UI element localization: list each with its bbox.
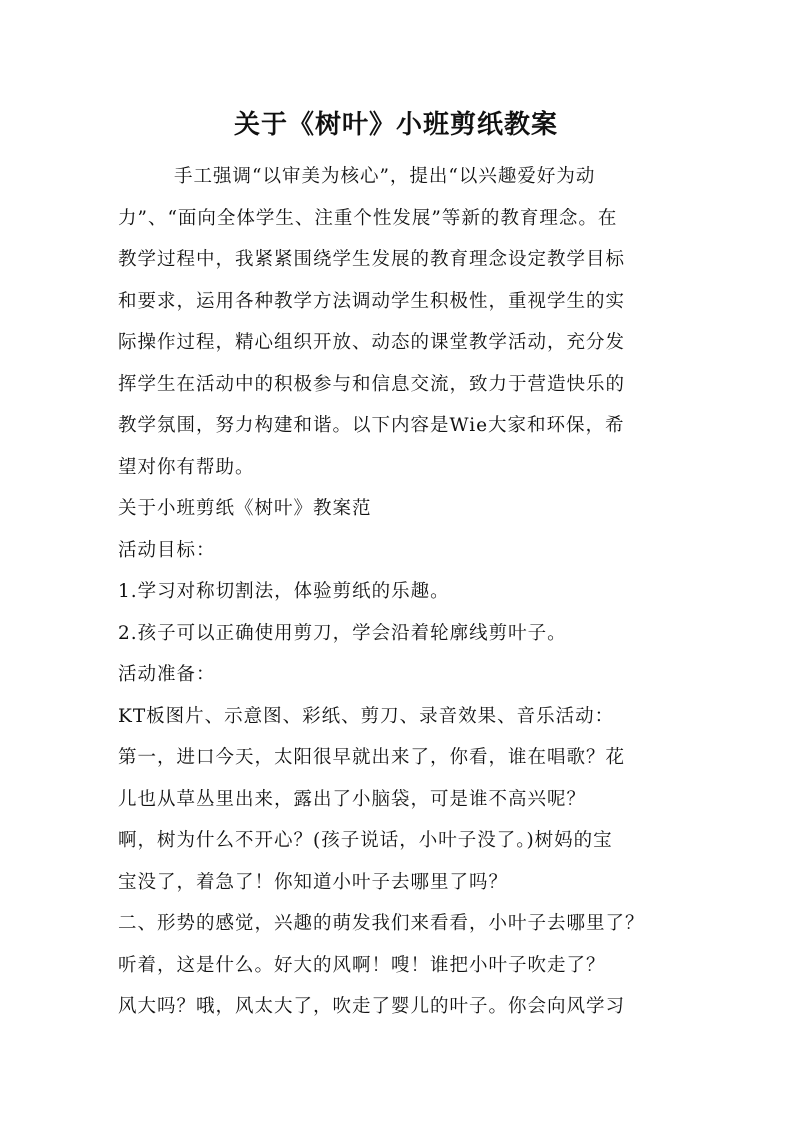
activity-line-4: 宝没了，着急了！你知道小叶子去哪里了吗？ — [118, 871, 509, 893]
section-heading: 关于小班剪纸《树叶》教案范 — [118, 498, 372, 519]
activity-line-6: 听着，这是什么。好大的风啊！嗖！谁把小叶子吹走了？ — [118, 954, 606, 976]
activity-line-7: 风大吗？哦，风太大了，吹走了婴儿的叶子。你会向风学习 — [118, 996, 626, 1017]
goal-item-1: 1.学习对称切割法，体验剪纸的乐趣。 — [118, 581, 450, 602]
intro-line-2: 力”、“面向全体学生、注重个性发展”等新的教育理念。在 — [118, 207, 618, 229]
prep-materials: KT板图片、示意图、彩纸、剪刀、录音效果、音乐活动： — [118, 705, 615, 727]
activity-line-1: 第一，进口今天，太阳很早就出来了，你看，谁在唱歌？花 — [118, 747, 626, 768]
document-title: 关于《树叶》小班剪纸教案 — [233, 110, 558, 140]
intro-line-5: 际操作过程，精心组织开放、动态的课堂教学活动，充分发 — [118, 332, 626, 353]
document-body — [118, 156, 674, 1028]
intro-line-7: 教学氛围，努力构建和谐。以下内容是Wie大家和环保，希 — [118, 415, 625, 436]
goals-heading: 活动目标： — [118, 539, 216, 561]
intro-line-4: 和要求，运用各种教学方法调动学生积极性，重视学生的实 — [118, 290, 626, 312]
activity-line-3: 啊，树为什么不开心？(孩子说话，小叶子没了。)树妈的宝 — [118, 830, 613, 851]
activity-line-5: 二、形势的感觉，兴趣的萌发我们来看看，小叶子去哪里了？ — [118, 913, 645, 934]
intro-line-6: 挥学生在活动中的积极参与和信息交流，致力于营造快乐的 — [118, 373, 626, 395]
goal-item-2: 2.孩子可以正确使用剪刀，学会沿着轮廓线剪叶子。 — [118, 622, 567, 644]
document-page — [118, 100, 674, 1028]
intro-line-3: 教学过程中，我紧紧围绕学生发展的教育理念设定教学目标 — [118, 249, 626, 270]
prep-heading: 活动准备： — [118, 664, 216, 685]
intro-line-1: 手工强调“以审美为核心”，提出“以兴趣爱好为动 — [174, 166, 596, 187]
activity-line-2: 儿也从草丛里出来，露出了小脑袋，可是谁不高兴呢？ — [118, 788, 587, 810]
intro-line-8: 望对你有帮助。 — [118, 456, 255, 478]
